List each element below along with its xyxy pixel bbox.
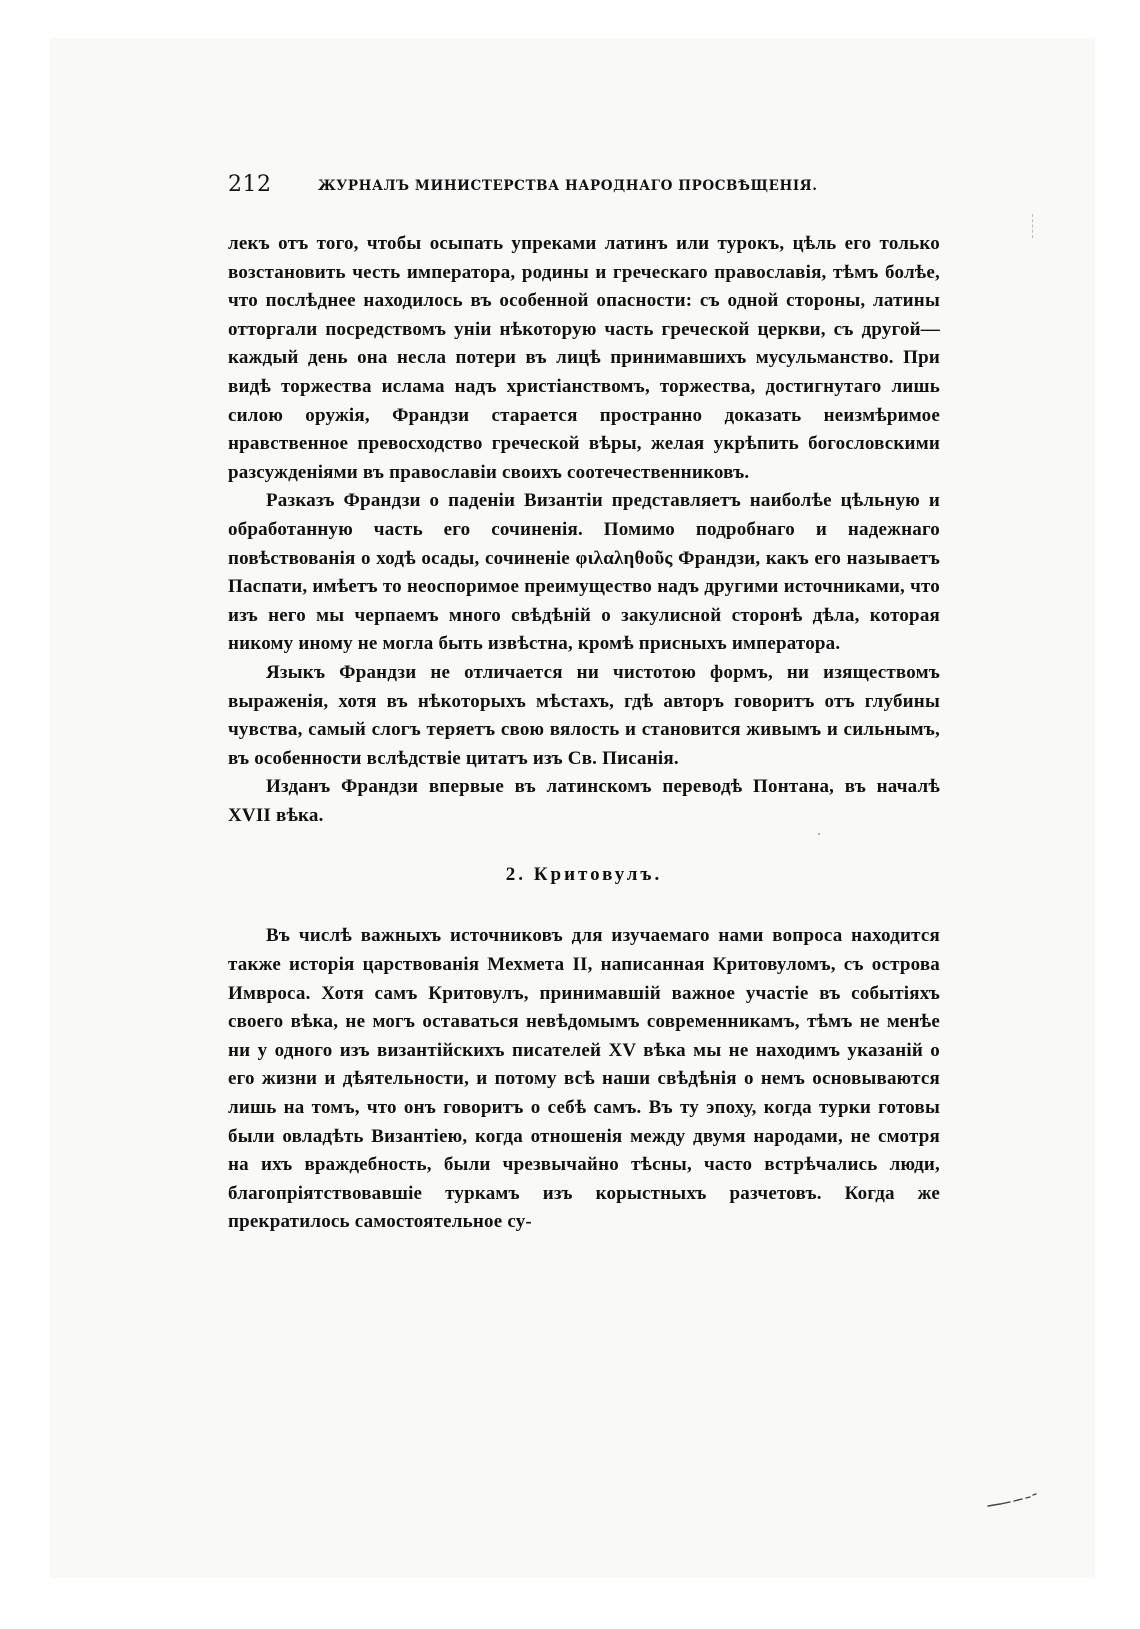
paragraph-language: Языкъ Франдзи не отличается ни чистотою формъ, ни изяществомъ выраженія, хотя въ нѣкоторыхъ мѣстахъ, гдѣ авторъ говоритъ отъ глубины чувства, самый слогъ теряетъ свою вялость и становится живымъ и сильнымъ, въ особенности вслѣдствіе цитатъ изъ Св. Писанія.	[228, 661, 940, 769]
paragraph-kritovoulos: Въ числѣ важныхъ источниковъ для изучаемаго нами вопроса находится также исторія царствованія Мехмета II, написанная Критовуломъ, съ острова Имвроса. Хотя самъ Критовулъ, принимавшій важное участіе въ событіяхъ своего вѣка, не могъ оставаться невѣдомымъ современникамъ, тѣмъ не менѣе ни у одного изъ византійскихъ писателей XV вѣка мы не находимъ указаній о его жизни и дѣятельности, и потому всѣ наши свѣдѣнія о немъ основываются лишь на томъ, что онъ говоритъ о себѣ самъ. Въ ту эпоху, когда турки готовы были овладѣть Византіею, когда отношенія между двумя народами, не смотря на ихъ враждебность, были чрезвычайно тѣсны, часто встрѣчались люди, благопріятствовавшіе туркамъ изъ корыстныхъ разчетовъ. Когда же прекратилось самостоятельное су-	[228, 925, 940, 1233]
book-page	[228, 172, 940, 1237]
page-number: 212	[228, 172, 272, 197]
running-head	[228, 172, 940, 202]
paragraph-continued: лекъ отъ того, чтобы осыпать упреками латинъ или турокъ, цѣль его только возстановить честь императора, родины и греческаго православія, тѣмъ болѣе, что послѣднее находилось въ особенной опасности: съ одной стороны, латины отторгали посредствомъ уніи нѣкоторую часть греческой церкви, съ другой—каждый день она несла потери въ лицѣ принимавшихъ мусульманство. При видѣ торжества ислама надъ христіанствомъ, торжества, достигнутаго лишь силою оружія, Франдзи старается пространно доказать неизмѣримое нравственное превосходство греческой вѣры, желая укрѣпить богословскими разсужденіями въ православіи своихъ соотечественниковъ.	[228, 233, 940, 483]
margin-tick-mark	[1032, 214, 1035, 238]
journal-title: ЖУРНАЛЪ МИНИСТЕРСТВА НАРОДНАГО ПРОСВѢЩЕНІЯ.	[318, 178, 818, 194]
margin-pencil-scribble	[986, 1493, 1038, 1509]
section-heading: 2. Критовулъ.	[505, 864, 663, 886]
paragraph-fall-of-byzantium: Разказъ Франдзи о паденіи Византіи представляетъ наиболѣе цѣльную и обработанную часть его сочиненія. Помимо подробнаго и надежнаго повѣствованія о ходѣ осады, сочиненіе φιλαληθοῦς Франдзи, какъ его называетъ Паспати, имѣетъ то неоспоримое преимущество надъ другими источниками, что изъ него мы черпаемъ много свѣдѣній о закулисной сторонѣ дѣла, которая никому иному не могла быть извѣстна, кромѣ присныхъ императора.	[228, 490, 940, 655]
paragraph-edition: Изданъ Франдзи впервые въ латинскомъ переводѣ Понтана, въ началѣ XVII вѣка.	[228, 776, 940, 826]
